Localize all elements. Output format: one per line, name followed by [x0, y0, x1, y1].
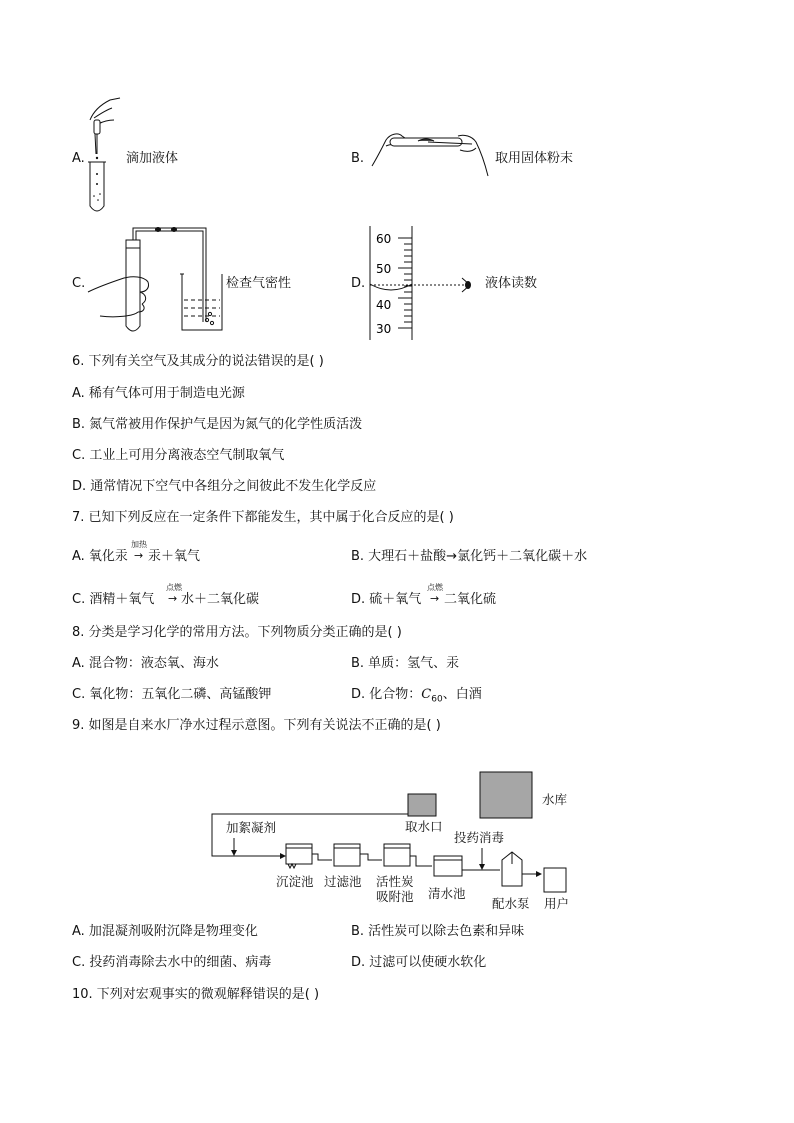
question-stem: 8. 分类是学习化学的常用方法。下列物质分类正确的是( ) — [72, 625, 402, 640]
option-d-prefix: D. 化合物： — [351, 687, 422, 702]
option-text: 滴加液体 — [126, 151, 179, 166]
arrow-icon: → — [134, 549, 144, 562]
label-reservoir: 水库 — [542, 792, 568, 807]
option-b: B. 单质：氢气、汞 — [351, 656, 460, 671]
formula-c: C — [421, 687, 432, 702]
label-pump: 配水泵 — [492, 896, 530, 911]
option-d: D. 过滤可以使硬水软化 — [351, 955, 487, 970]
option-c: C. 工业上可用分离液态空气制取氧气 — [72, 448, 285, 463]
label-intake: 取水口 — [405, 819, 443, 834]
option-c-right: 水＋二氧化碳 — [181, 592, 260, 607]
option-letter: B. — [351, 151, 365, 166]
airtightness-check-illustration — [86, 222, 226, 342]
label-user: 用户 — [544, 896, 570, 911]
tick-40: 40 — [376, 298, 392, 312]
option-letter: C. — [72, 276, 86, 291]
option-b: B. 氮气常被用作保护气是因为氮气的化学性质活泼 — [72, 417, 363, 432]
water-treatment-diagram — [200, 764, 600, 920]
question-stem: 9. 如图是自来水厂净水过程示意图。下列有关说法不正确的是( ) — [72, 718, 441, 733]
question-stem: 10. 下列对宏观事实的微观解释错误的是( ) — [72, 987, 320, 1002]
option-a: A. 混合物：液态氧、海水 — [72, 656, 219, 671]
option-text: 检查气密性 — [226, 276, 292, 291]
formula-subscript: 60 — [431, 694, 443, 705]
tick-50: 50 — [376, 262, 392, 276]
label-clear-tank: 清水池 — [428, 886, 466, 901]
arrow-icon: → — [430, 592, 440, 605]
label-carbon-1: 活性炭 — [376, 874, 414, 889]
question-stem: 7. 已知下列反应在一定条件下都能发生，其中属于化合反应的是( ) — [72, 510, 454, 525]
option-letter: D. — [351, 276, 366, 291]
option-text: 取用固体粉末 — [495, 151, 574, 166]
option-a-right: 汞＋氧气 — [148, 549, 201, 564]
label-filter-tank: 过滤池 — [324, 874, 362, 889]
option-d: D. 通常情况下空气中各组分之间彼此不发生化学反应 — [72, 479, 377, 494]
option-b: B. 大理石＋盐酸→氯化钙＋二氧化碳＋水 — [351, 549, 588, 564]
test-tube-spatula-illustration — [368, 126, 492, 182]
option-d-suffix: 、白酒 — [442, 687, 482, 702]
label-disinfect: 投药消毒 — [454, 830, 505, 845]
option-a-left: A. 氧化汞 — [72, 549, 128, 564]
option-a: A. 加混凝剂吸附沉降是物理变化 — [72, 924, 258, 939]
option-b: B. 活性炭可以除去色素和异味 — [351, 924, 525, 939]
option-d-right: 二氧化硫 — [444, 592, 497, 607]
label-settling-tank: 沉淀池 — [276, 874, 314, 889]
tick-30: 30 — [376, 322, 392, 336]
dropper-illustration — [80, 96, 124, 216]
option-text: 液体读数 — [485, 276, 538, 291]
label-coagulant: 加絮凝剂 — [226, 820, 277, 835]
tick-60: 60 — [376, 232, 392, 246]
arrow-icon: → — [168, 592, 178, 605]
graduated-cylinder-illustration — [366, 222, 486, 342]
option-c: C. 氧化物：五氧化二磷、高锰酸钾 — [72, 687, 272, 702]
option-a: A. 稀有气体可用于制造电光源 — [72, 386, 245, 401]
option-letter: A. — [72, 151, 85, 166]
label-carbon-2: 吸附池 — [376, 889, 414, 904]
option-d-left: D. 硫＋氧气 — [351, 592, 422, 607]
question-stem: 6. 下列有关空气及其成分的说法错误的是( ) — [72, 354, 324, 369]
option-d — [351, 687, 482, 708]
reaction-condition: 加热 — [131, 540, 147, 549]
reaction-condition: 点燃 — [166, 583, 182, 592]
option-c: C. 投药消毒除去水中的细菌、病毒 — [72, 955, 272, 970]
reaction-condition: 点燃 — [427, 583, 443, 592]
option-c-left: C. 酒精＋氧气 — [72, 592, 155, 607]
